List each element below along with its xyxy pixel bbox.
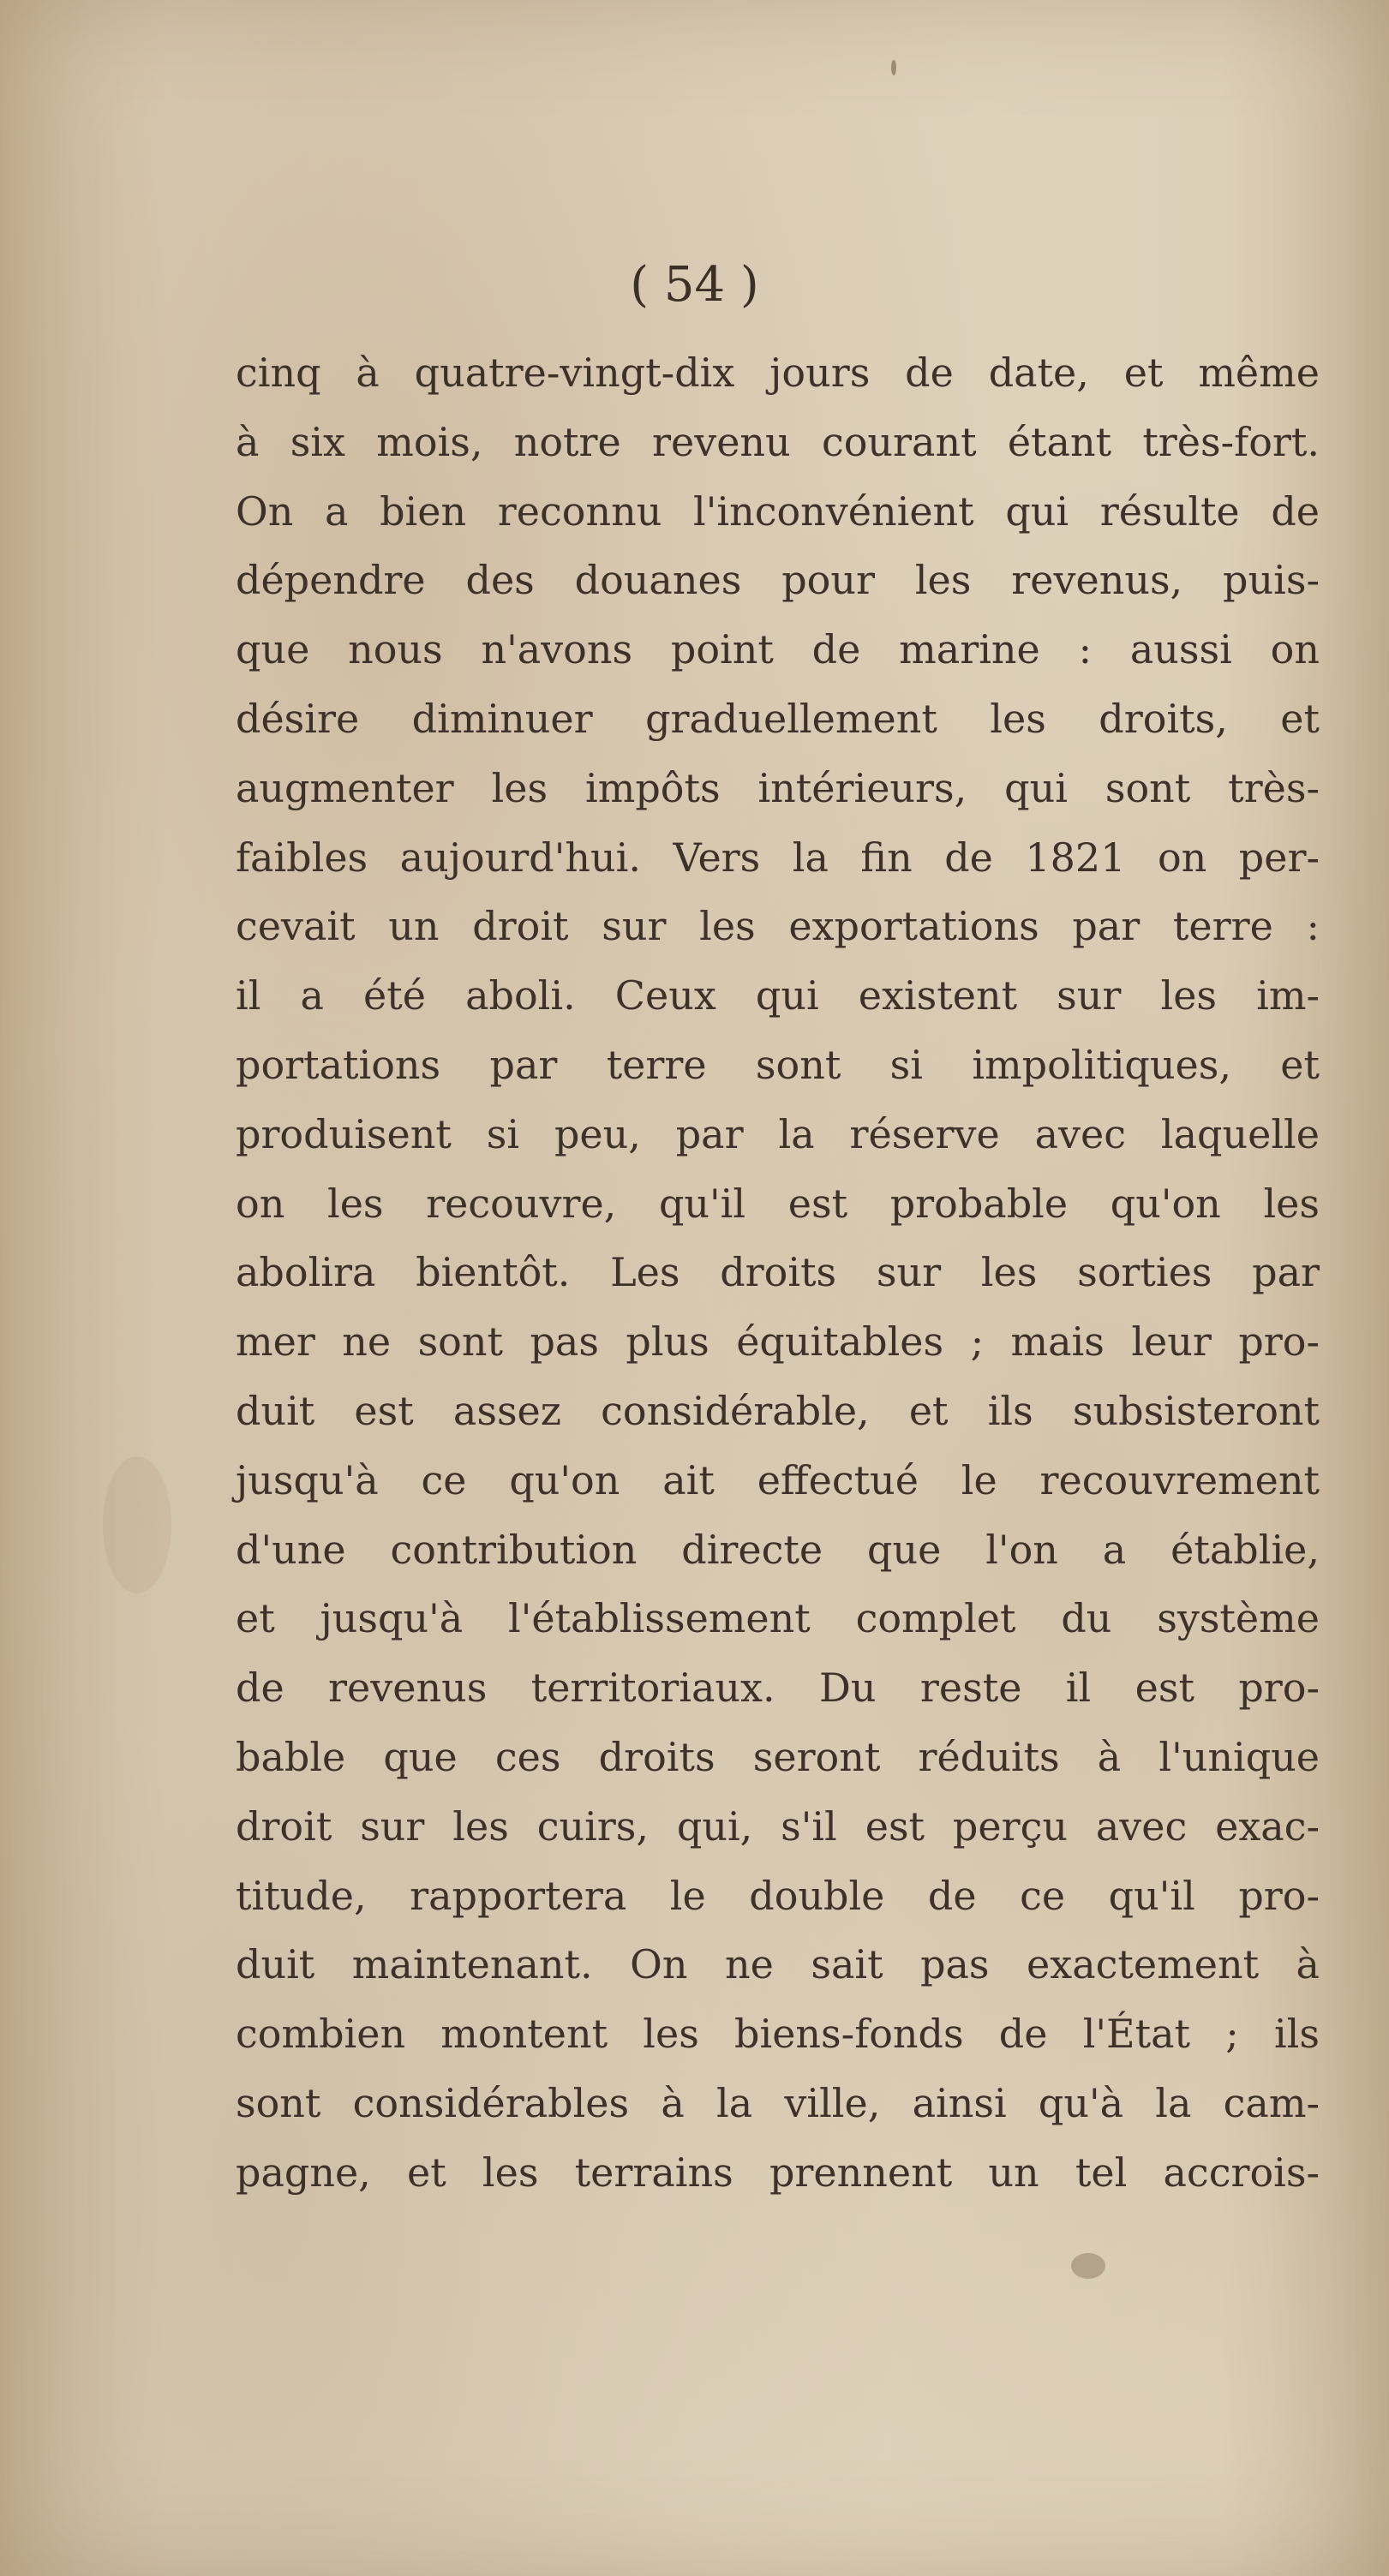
text-line: mer ne sont pas plus équitables ; mais leur pro- (236, 1318, 1320, 1366)
text-line: jusqu'à ce qu'on ait effectué le recouvrement (236, 1456, 1320, 1503)
text-line: dépendre des douanes pour les revenus, puis- (236, 557, 1320, 604)
text-line: à six mois, notre revenu courant étant très-fort. (236, 418, 1320, 465)
text-line: pagne, et les terrains prennent un tel accrois- (236, 2149, 1320, 2196)
text-line: d'une contribution directe que l'on a établie, (236, 1526, 1320, 1573)
text-line: et jusqu'à l'établissement complet du système (236, 1595, 1320, 1642)
text-line: produisent si peu, par la réserve avec laquelle (236, 1110, 1320, 1157)
text-line: cinq à quatre-vingt-dix jours de date, et même (236, 350, 1320, 396)
text-line: il a été aboli. Ceux qui existent sur les im- (236, 972, 1320, 1019)
text-line: abolira bientôt. Les droits sur les sorties par (236, 1249, 1320, 1296)
text-line: de revenus territoriaux. Du reste il est pro- (236, 1665, 1320, 1712)
text-line: on les recouvre, qu'il est probable qu'on les (236, 1180, 1320, 1227)
paper-stain (103, 1456, 171, 1593)
text-line: augmenter les impôts intérieurs, qui sont très- (236, 764, 1320, 811)
text-line: faibles aujourd'hui. Vers la fin de 1821 on per- (236, 834, 1320, 881)
text-line: titude, rapportera le double de ce qu'il pro- (236, 1872, 1320, 1919)
text-line: que nous n'avons point de marine : aussi on (236, 626, 1320, 673)
text-line: bable que ces droits seront réduits à l'unique (236, 1733, 1320, 1780)
ink-mark (891, 60, 896, 75)
text-line: On a bien reconnu l'inconvénient qui résulte de (236, 487, 1320, 535)
body-text (236, 338, 1320, 2208)
text-line: cevait un droit sur les exportations par terre : (236, 903, 1320, 950)
text-line: portations par terre sont si impolitiques, et (236, 1041, 1320, 1088)
ink-blot (1071, 2253, 1105, 2279)
text-line: désire diminuer graduellement les droits, et (236, 695, 1320, 742)
text-line: duit est assez considérable, et ils subsisteront (236, 1387, 1320, 1434)
page-number: ( 54 ) (630, 257, 759, 313)
text-line: duit maintenant. On ne sait pas exactement à (236, 1941, 1320, 1988)
text-line: combien montent les biens-fonds de l'État ; ils (236, 2011, 1320, 2058)
text-line: sont considérables à la ville, ainsi qu'à la cam- (236, 2079, 1320, 2126)
text-line: droit sur les cuirs, qui, s'il est perçu avec exac- (236, 1802, 1320, 1850)
